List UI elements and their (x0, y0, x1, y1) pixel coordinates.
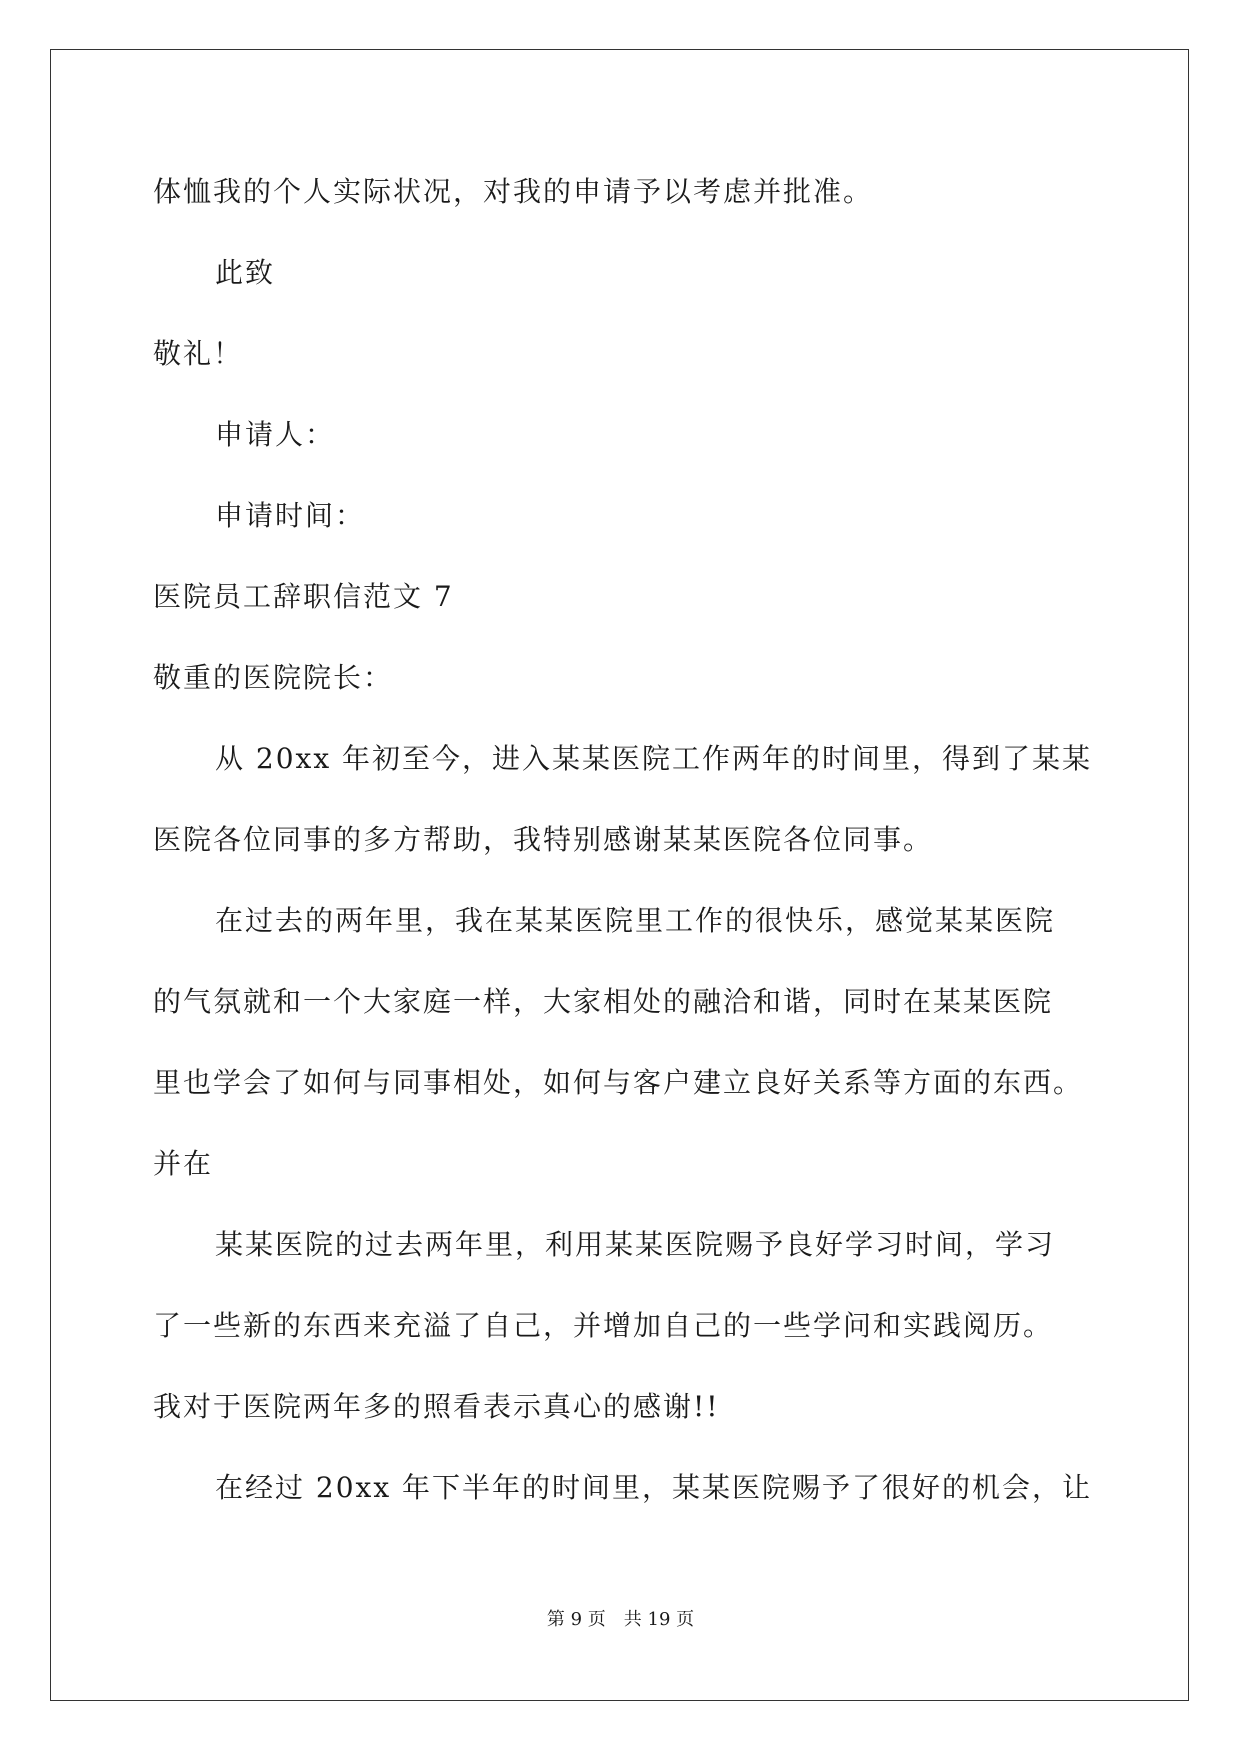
text-line-10: 在过去的两年里，我在某某医院里工作的很快乐，感觉某某医院 (215, 904, 1056, 937)
text-line-9: 医院各位同事的多方帮助，我特别感谢某某医院各位同事。 (153, 823, 934, 856)
text-line-17: 在经过 20xx 年下半年的时间里，某某医院赐予了很好的机会，让 (215, 1471, 1093, 1504)
text-line-16: 我对于医院两年多的照看表示真心的感谢!! (153, 1390, 720, 1423)
text-line-12: 里也学会了如何与同事相处，如何与客户建立良好关系等方面的东西。 (153, 1066, 1084, 1099)
text-line-1: 体恤我的个人实际状况，对我的申请予以考虑并批准。 (153, 175, 874, 208)
applicant-label: 申请人： (215, 418, 336, 451)
letter-greeting: 敬重的医院院长： (153, 661, 394, 694)
text-line-14: 某某医院的过去两年里，利用某某医院赐予良好学习时间，学习 (215, 1228, 1056, 1261)
page-border (50, 49, 1189, 1701)
closing-regards: 敬礼！ (153, 337, 244, 370)
closing-salutation: 此致 (215, 256, 276, 289)
application-date-label: 申请时间： (215, 499, 366, 532)
text-line-13: 并在 (153, 1147, 214, 1180)
page-number-footer: 第 9 页 共 19 页 (546, 1609, 695, 1630)
section-title: 医院员工辞职信范文 7 (153, 580, 454, 613)
text-line-11: 的气氛就和一个大家庭一样，大家相处的融洽和谐，同时在某某医院 (153, 985, 1054, 1018)
text-line-15: 了一些新的东西来充溢了自己，并增加自己的一些学问和实践阅历。 (153, 1309, 1054, 1342)
text-line-8: 从 20xx 年初至今，进入某某医院工作两年的时间里，得到了某某 (215, 742, 1093, 775)
